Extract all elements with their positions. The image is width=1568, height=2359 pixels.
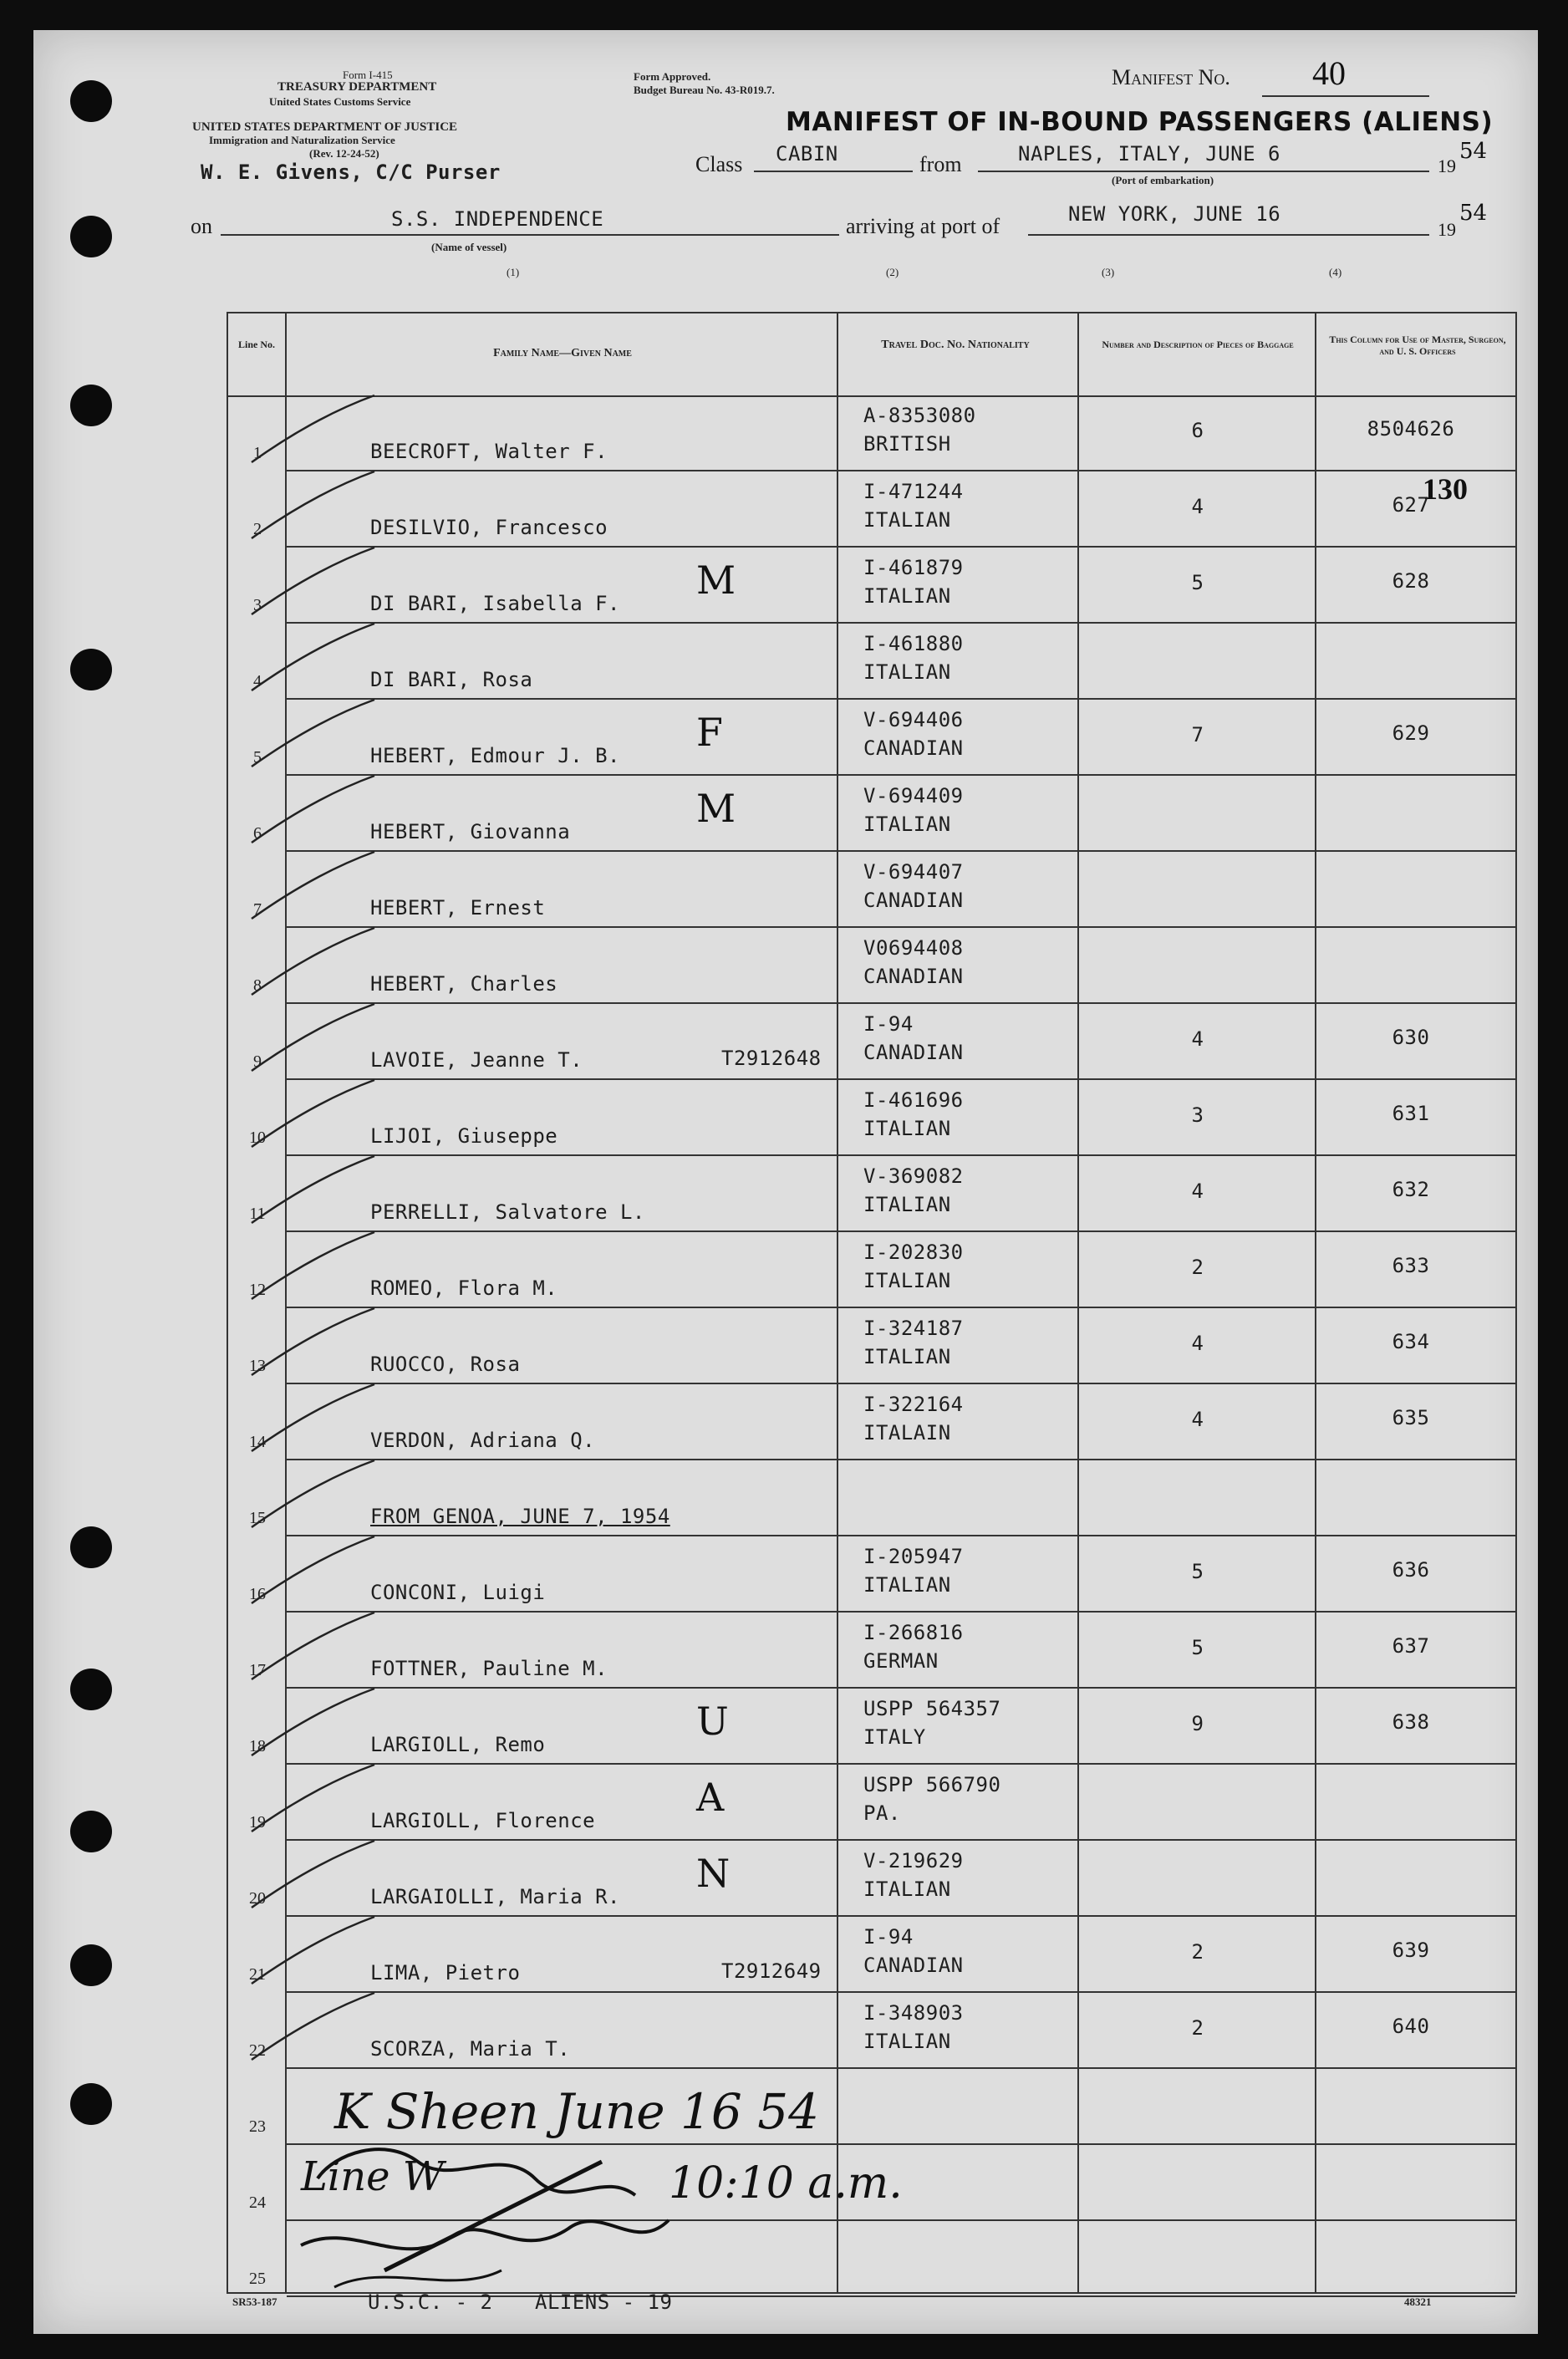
line-number: 5 — [253, 748, 262, 767]
travel-doc-number: I-322164 — [863, 1393, 964, 1416]
baggage-count: 2 — [1191, 1256, 1204, 1279]
travel-doc-number: V-694407 — [863, 860, 964, 884]
col-2-number: (2) — [886, 266, 899, 278]
line-number: 24 — [249, 2193, 266, 2212]
embark-caption: (Port of embarkation) — [1112, 174, 1214, 186]
handwritten-mark: N — [696, 1851, 731, 1896]
passenger-name: LARGAIOLLI, Maria R. — [370, 1885, 620, 1908]
line-number: 1 — [253, 444, 262, 462]
manifest-no-label: Manifest No. — [1112, 65, 1230, 89]
baggage-count: 4 — [1191, 1408, 1204, 1431]
punch-hole — [70, 1526, 112, 1568]
nationality: GERMAN — [863, 1649, 939, 1673]
nationality: BRITISH — [863, 432, 951, 456]
nationality: ITALY — [863, 1725, 926, 1749]
officer-number: 639 — [1392, 1939, 1430, 1962]
table-header — [228, 313, 1515, 397]
embark-port: NAPLES, ITALY, JUNE 6 — [1018, 142, 1280, 166]
officer-number: 630 — [1392, 1026, 1430, 1049]
table-row — [228, 1765, 1515, 1841]
officer-number: 632 — [1392, 1178, 1430, 1201]
baggage-count: 7 — [1191, 723, 1204, 746]
nationality: ITALAIN — [863, 1421, 951, 1444]
officer-number: 634 — [1392, 1330, 1430, 1353]
baggage-count: 2 — [1191, 2016, 1204, 2040]
nationality: ITALIAN — [863, 508, 951, 532]
table-row — [228, 700, 1515, 776]
officer-number: 628 — [1392, 569, 1430, 593]
vessel-name: S.S. INDEPENDENCE — [391, 207, 604, 231]
passenger-name: LIJOI, Giuseppe — [370, 1124, 558, 1148]
nationality: CANADIAN — [863, 736, 964, 760]
embark-year: 54 — [1459, 139, 1488, 164]
passenger-name: DI BARI, Rosa — [370, 668, 533, 691]
header-line-no: Line No. — [237, 339, 275, 350]
table-row — [228, 1460, 1515, 1536]
table-row — [228, 1613, 1515, 1689]
travel-doc-number: I-205947 — [863, 1545, 964, 1568]
punch-hole — [70, 1811, 112, 1852]
line-number: 4 — [253, 672, 262, 690]
passenger-name: CONCONI, Luigi — [370, 1581, 546, 1604]
class-underline — [754, 171, 913, 172]
baggage-count: 2 — [1191, 1940, 1204, 1964]
baggage-count: 4 — [1191, 1332, 1204, 1355]
passenger-name: PERRELLI, Salvatore L. — [370, 1200, 645, 1224]
nationality: CANADIAN — [863, 889, 964, 912]
nationality: ITALIAN — [863, 1117, 951, 1140]
punch-hole — [70, 1669, 112, 1710]
footer-usc: U.S.C. - 2 — [368, 2290, 493, 2314]
officer-number: 636 — [1392, 1558, 1430, 1582]
baggage-count: 5 — [1191, 1636, 1204, 1659]
travel-doc-number: V-694409 — [863, 784, 964, 808]
punch-hole — [70, 649, 112, 690]
travel-doc-number: V-369082 — [863, 1164, 964, 1188]
nationality: ITALIAN — [863, 1878, 951, 1901]
passenger-name: LIMA, Pietro — [370, 1961, 521, 1985]
officer-number: 633 — [1392, 1254, 1430, 1277]
punch-hole — [70, 2083, 112, 2125]
manifest-no-underline — [1262, 95, 1429, 97]
ticket-number: T2912648 — [721, 1047, 822, 1070]
line-number: 13 — [249, 1357, 266, 1375]
table-row — [228, 1232, 1515, 1308]
dept-of-justice: UNITED STATES DEPARTMENT OF JUSTICE — [192, 120, 458, 134]
passenger-name: SCORZA, Maria T. — [370, 2037, 571, 2061]
punch-hole — [70, 1944, 112, 1986]
travel-doc-number: I-348903 — [863, 2001, 964, 2025]
table-row — [228, 1384, 1515, 1460]
travel-doc-number: USPP 566790 — [863, 1773, 1001, 1796]
ins-service: Immigration and Naturalization Service — [209, 134, 395, 146]
class-value: CABIN — [776, 142, 838, 166]
line-number: 16 — [249, 1585, 266, 1603]
passenger-table — [227, 312, 1517, 2294]
handwritten-mark: F — [696, 710, 723, 755]
from-underline — [978, 171, 1429, 172]
passenger-name: LARGIOLL, Florence — [370, 1809, 596, 1832]
nationality: ITALIAN — [863, 1573, 951, 1597]
table-row — [228, 1536, 1515, 1613]
table-row — [228, 471, 1515, 548]
handwritten-mark: M — [696, 558, 736, 603]
table-row — [228, 1004, 1515, 1080]
budget-bureau: Budget Bureau No. 43-R019.7. — [634, 84, 775, 96]
passenger-name: LAVOIE, Jeanne T. — [370, 1048, 583, 1072]
punch-hole — [70, 216, 112, 257]
arrival-port: NEW YORK, JUNE 16 — [1068, 202, 1281, 226]
passenger-name: BEECROFT, Walter F. — [370, 440, 608, 463]
travel-doc-number: V0694408 — [863, 936, 964, 960]
travel-doc-number: V-694406 — [863, 708, 964, 731]
passenger-name: HEBERT, Ernest — [370, 896, 546, 920]
vessel-underline — [221, 234, 839, 236]
line-number: 19 — [249, 1813, 266, 1832]
table-row — [228, 395, 1515, 471]
line-number: 21 — [249, 1965, 266, 1984]
manifest-title: MANIFEST OF IN-BOUND PASSENGERS (ALIENS) — [786, 107, 1494, 137]
travel-doc-number: USPP 564357 — [863, 1697, 1001, 1720]
line-number: 8 — [253, 976, 262, 995]
header-baggage: Number and Description of Pieces of Baggage — [1102, 339, 1294, 350]
handwritten-mark: U — [696, 1699, 729, 1744]
line-number: 14 — [249, 1433, 266, 1451]
travel-doc-number: I-266816 — [863, 1621, 964, 1644]
travel-doc-number: I-94 — [863, 1012, 914, 1036]
table-row — [228, 1080, 1515, 1156]
form-number: Form I-415 — [343, 69, 393, 81]
nationality: ITALIAN — [863, 1269, 951, 1292]
nationality: ITALIAN — [863, 1193, 951, 1216]
arrival-year: 54 — [1459, 201, 1488, 226]
footer-form-number: 48321 — [1404, 2295, 1432, 2308]
line-number: 12 — [249, 1281, 266, 1299]
passenger-name: ROMEO, Flora M. — [370, 1276, 558, 1300]
nationality: CANADIAN — [863, 1041, 964, 1064]
officer-number: 635 — [1392, 1406, 1430, 1429]
line-number: 25 — [249, 2270, 266, 2288]
header-travel-doc: Travel Doc. No. Nationality — [881, 339, 1030, 351]
arrival-year-prefix: 19 — [1438, 219, 1456, 240]
header-officers: This Column for Use of Master, Surgeon, and U. S. Officers — [1329, 334, 1506, 357]
line-number: 20 — [249, 1889, 266, 1908]
table-row — [228, 1156, 1515, 1232]
officer-number: 637 — [1392, 1634, 1430, 1658]
passenger-name: VERDON, Adriana Q. — [370, 1429, 596, 1452]
passenger-name: HEBERT, Giovanna — [370, 820, 571, 843]
officer-number: 638 — [1392, 1710, 1430, 1734]
handwritten-mark: M — [696, 786, 736, 831]
arriving-label: arriving at port of — [846, 214, 1000, 238]
on-label: on — [191, 214, 212, 238]
table-row — [228, 928, 1515, 1004]
arrival-underline — [1028, 234, 1429, 236]
baggage-count: 5 — [1191, 1560, 1204, 1583]
baggage-count: 4 — [1191, 495, 1204, 518]
officer-number: 627 — [1392, 493, 1430, 517]
table-row — [228, 1841, 1515, 1917]
nationality: CANADIAN — [863, 1954, 964, 1977]
table-row — [228, 1689, 1515, 1765]
baggage-count: 4 — [1191, 1027, 1204, 1051]
nationality: ITALIAN — [863, 1345, 951, 1368]
officer-number: 640 — [1392, 2015, 1430, 2038]
class-label: Class — [695, 152, 743, 176]
travel-doc-number: I-461880 — [863, 632, 964, 655]
from-label: from — [919, 152, 962, 176]
passenger-name: DESILVIO, Francesco — [370, 516, 608, 539]
travel-doc-number: I-324187 — [863, 1317, 964, 1340]
travel-doc-number: I-461879 — [863, 556, 964, 579]
nationality: ITALIAN — [863, 813, 951, 836]
col-3-number: (3) — [1102, 266, 1115, 278]
margin-stamp: 130 — [1423, 472, 1468, 506]
inspector-signature: K Sheen June 16 54 — [334, 2083, 820, 2140]
passenger-name: HEBERT, Edmour J. B. — [370, 744, 620, 767]
baggage-count: 9 — [1191, 1712, 1204, 1735]
col-1-number: (1) — [507, 266, 520, 278]
baggage-count: 3 — [1191, 1103, 1204, 1127]
table-row — [228, 776, 1515, 852]
travel-doc-number: I-461696 — [863, 1088, 964, 1112]
purser-name: W. E. Givens, C/C Purser — [201, 160, 501, 184]
inspection-time: 10:10 a.m. — [669, 2158, 903, 2209]
passenger-name: DI BARI, Isabella F. — [370, 592, 620, 615]
line-number: 11 — [249, 1205, 266, 1223]
nationality: PA. — [863, 1801, 901, 1825]
officer-number: 631 — [1392, 1102, 1430, 1125]
table-row — [228, 624, 1515, 700]
punch-hole — [70, 385, 112, 426]
travel-doc-number: V-219629 — [863, 1849, 964, 1872]
port-subheading: FROM GENOA, JUNE 7, 1954 — [370, 1505, 670, 1528]
footer-aliens: ALIENS - 19 — [535, 2290, 673, 2314]
line-number: 10 — [249, 1129, 266, 1147]
punch-hole — [70, 80, 112, 122]
passenger-name: RUOCCO, Rosa — [370, 1353, 521, 1376]
baggage-count: 6 — [1191, 419, 1204, 442]
line-number: 9 — [253, 1052, 262, 1071]
nationality: ITALIAN — [863, 584, 951, 608]
passenger-name: LARGIOLL, Remo — [370, 1733, 546, 1756]
line-number: 3 — [253, 596, 262, 614]
travel-doc-number: I-94 — [863, 1925, 914, 1949]
vessel-caption: (Name of vessel) — [431, 241, 507, 253]
baggage-count: 5 — [1191, 571, 1204, 594]
revision: (Rev. 12-24-52) — [309, 147, 379, 160]
travel-doc-number: I-471244 — [863, 480, 964, 503]
passenger-name: FOTTNER, Pauline M. — [370, 1657, 608, 1680]
year-prefix: 19 — [1438, 155, 1456, 176]
travel-doc-number: I-202830 — [863, 1241, 964, 1264]
manifest-sheet — [33, 30, 1538, 2334]
customs-service: United States Customs Service — [269, 95, 411, 108]
line-number: 2 — [253, 520, 262, 538]
line-number: 17 — [249, 1661, 266, 1679]
line-number: 7 — [253, 900, 262, 919]
table-row — [228, 1917, 1515, 1993]
travel-doc-number: A-8353080 — [863, 404, 976, 427]
form-approved: Form Approved. — [634, 70, 711, 83]
line-number: 18 — [249, 1737, 266, 1755]
table-row — [228, 548, 1515, 624]
manifest-number: 40 — [1312, 54, 1346, 92]
officer-number: 629 — [1392, 721, 1430, 745]
ticket-number: T2912649 — [721, 1959, 822, 1983]
line-note: Line W — [301, 2153, 445, 2200]
table-row — [228, 1308, 1515, 1384]
handwritten-mark: A — [696, 1775, 725, 1820]
line-number: 22 — [249, 2041, 266, 2060]
line-number: 6 — [253, 824, 262, 843]
passenger-name: HEBERT, Charles — [370, 972, 558, 996]
line-number: 15 — [249, 1509, 266, 1527]
col-4-number: (4) — [1329, 266, 1342, 278]
nationality: ITALIAN — [863, 660, 951, 684]
nationality: ITALIAN — [863, 2030, 951, 2053]
treasury-department: TREASURY DEPARTMENT — [277, 80, 437, 94]
line-number: 23 — [249, 2117, 266, 2136]
baggage-count: 4 — [1191, 1180, 1204, 1203]
nationality: CANADIAN — [863, 965, 964, 988]
header-names: Family Name—Given Name — [493, 347, 632, 359]
table-row — [228, 852, 1515, 928]
footer-code: SR53-187 — [232, 2295, 277, 2308]
officer-number: 8504626 — [1367, 417, 1455, 441]
